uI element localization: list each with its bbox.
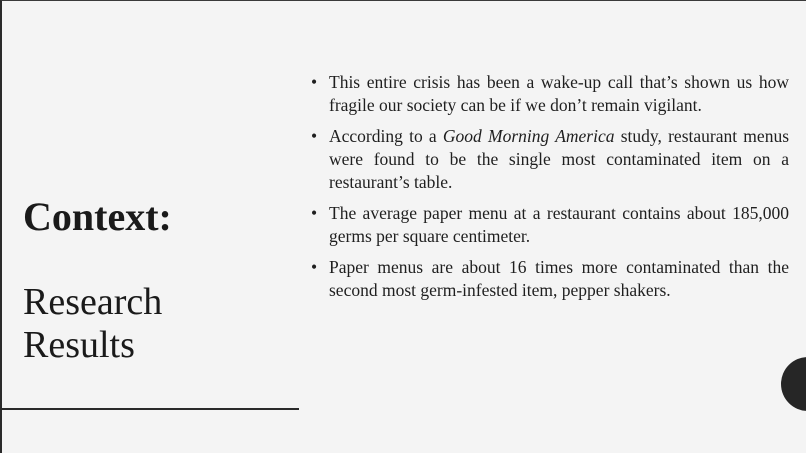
title-context: Context: [23,194,172,239]
bullet-item-4 [311,256,789,302]
bullet-text: Paper menus are about 16 times more contaminated than the second most germ-infested item, pepper shakers. [329,257,789,300]
bullet-text-suffix: study, restaurant menus were found to be the single most contaminated item on a restaurant’s table. [329,126,790,192]
slide-title [23,195,172,367]
bullet-text: This entire crisis has been a wake-up call that’s shown us how fragile our society can be if we don’t remain vigilant. [329,72,789,115]
title-results: Results [23,324,135,366]
bullet-text-prefix: According to a [329,126,443,146]
bullet-list [311,71,789,310]
title-underline-rule [2,408,299,410]
bullet-item-2 [311,125,789,194]
bullet-text-italic: Good Morning America [442,126,615,146]
decorative-circle [781,357,806,411]
title-research: Research [23,281,163,323]
bullet-item-3 [311,202,789,248]
title-spacer [23,239,172,281]
bullet-item-1 [311,71,789,117]
bullet-text: The average paper menu at a restaurant contains about 185,000 germs per square centimeter. [329,203,789,246]
